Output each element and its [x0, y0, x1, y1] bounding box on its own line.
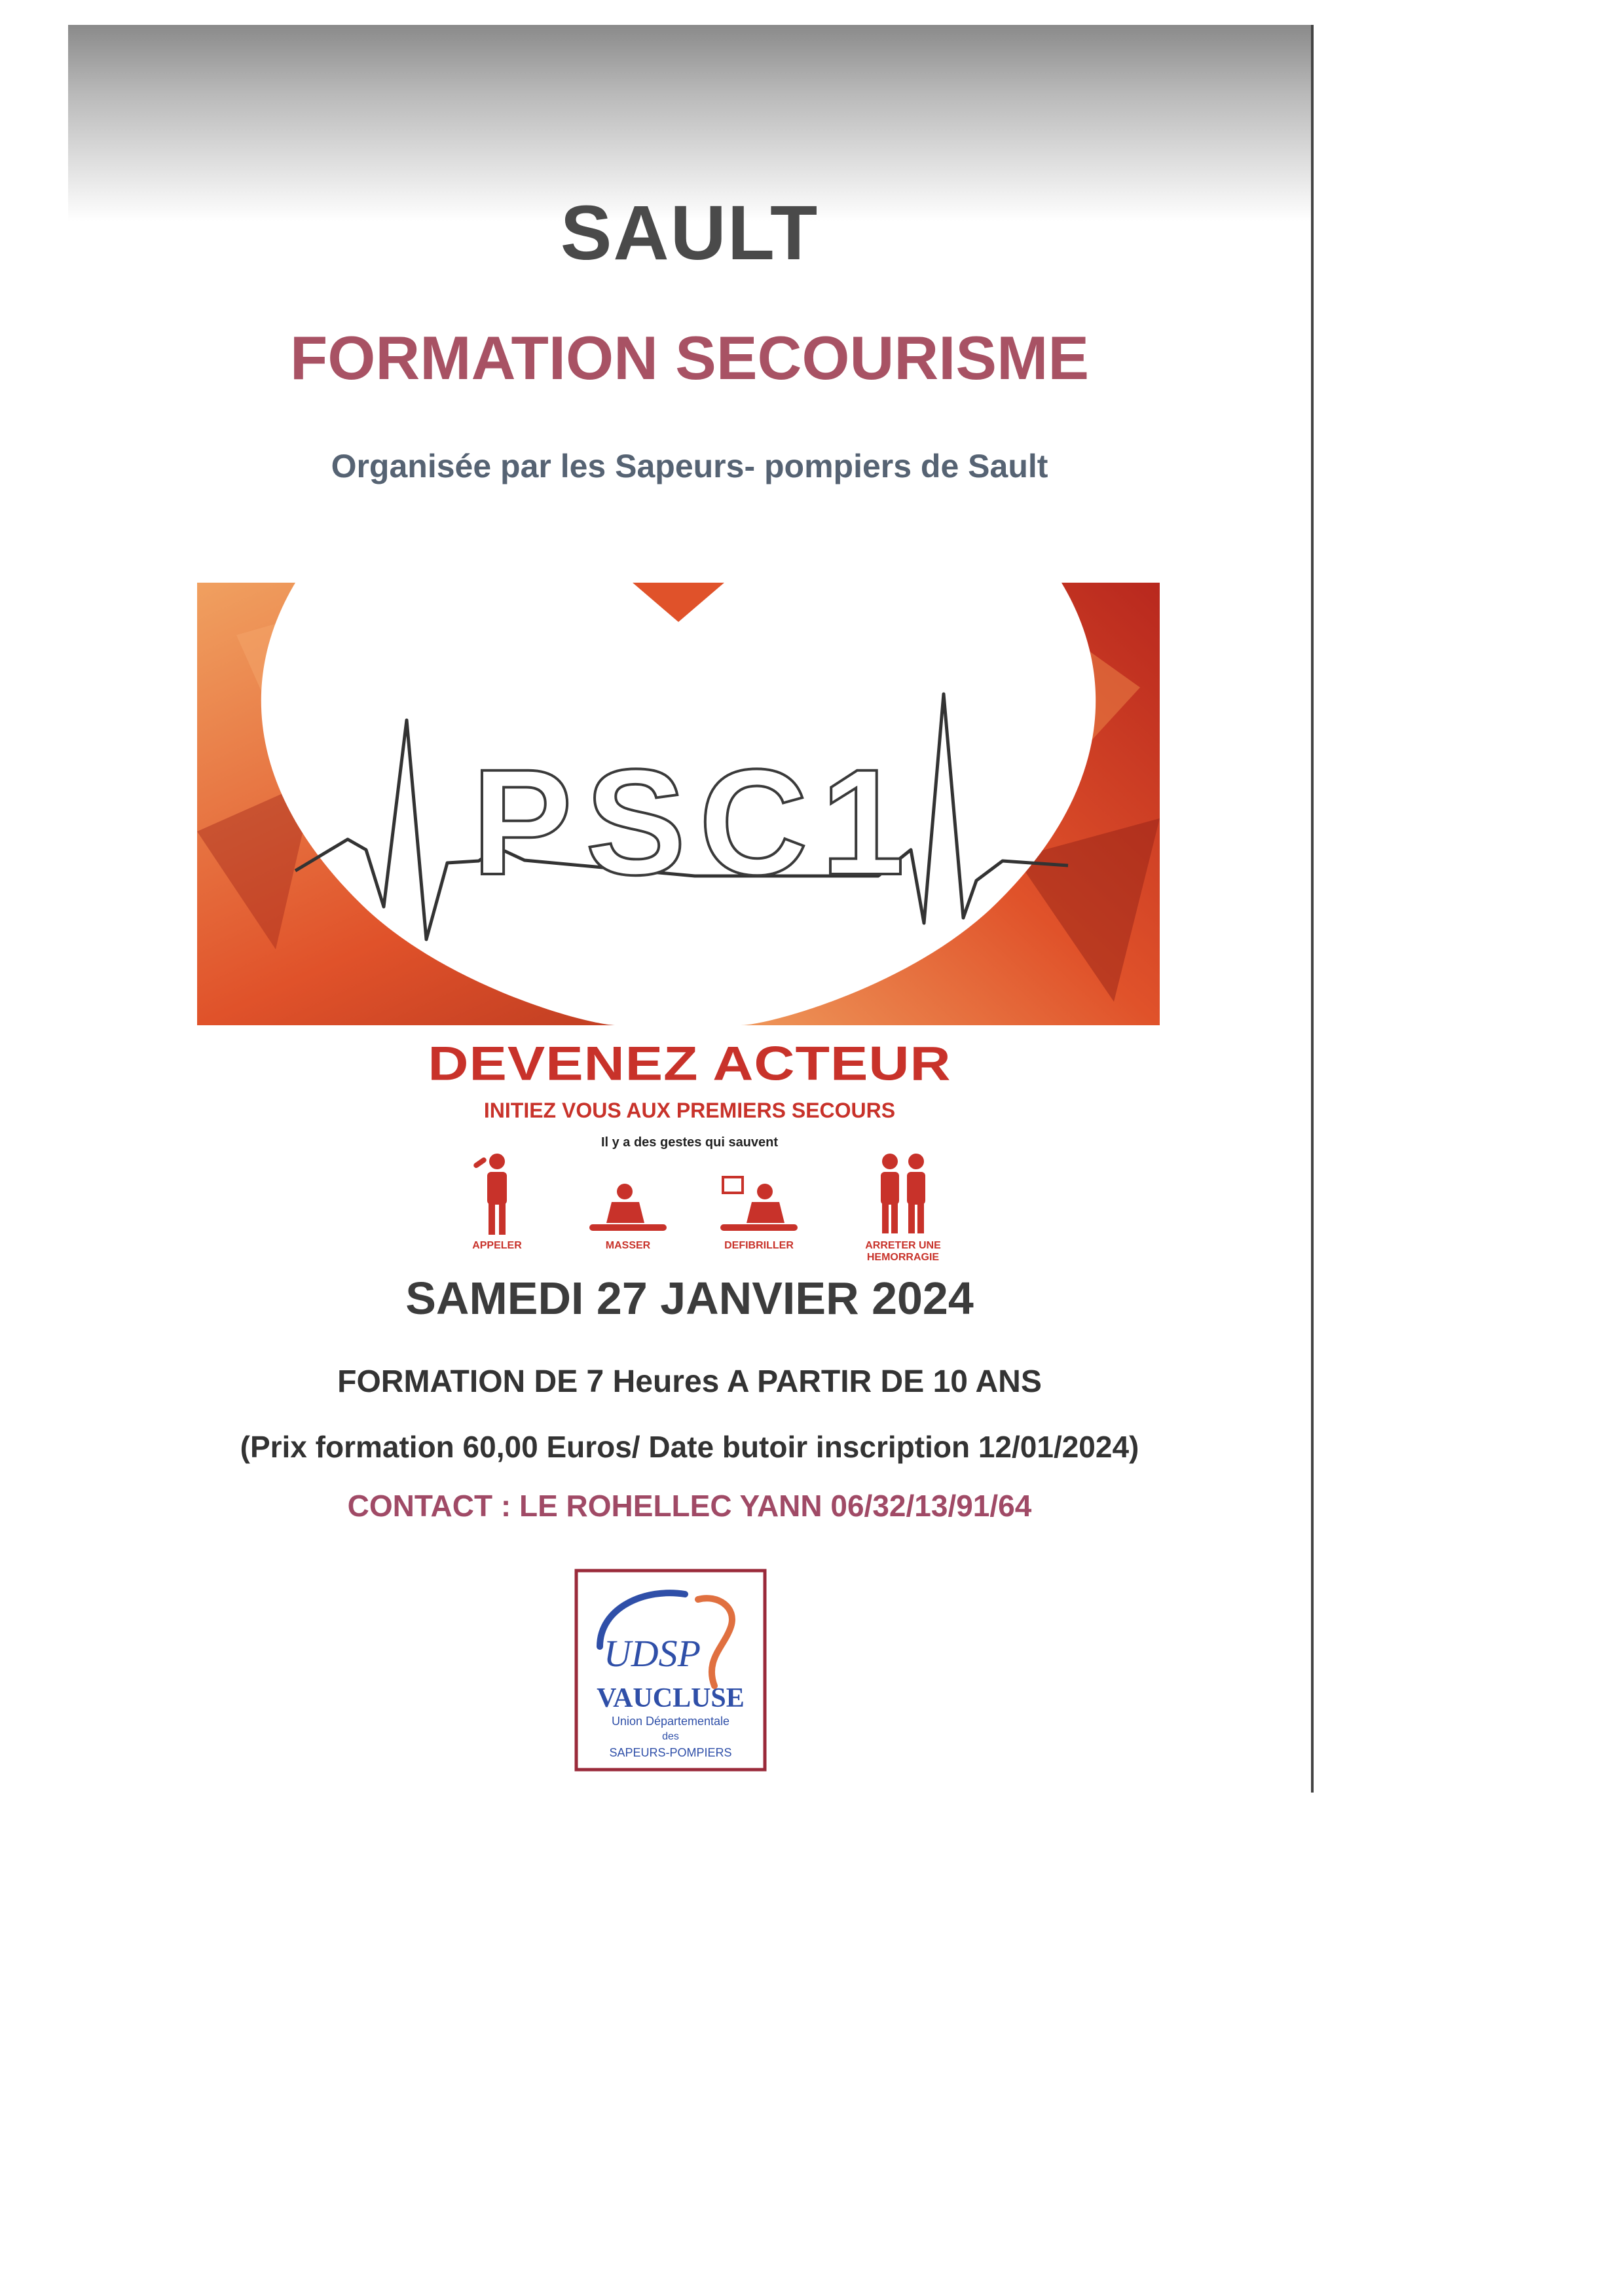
udsp-logo: [574, 1568, 767, 1772]
logo-line2: des: [662, 1731, 679, 1742]
campaign-subtitle: INITIEZ VOUS AUX PREMIERS SECOURS: [483, 1099, 896, 1122]
gesture-icons: [441, 1151, 965, 1262]
gesture-call: [441, 1151, 553, 1262]
gesture-massage: [572, 1151, 684, 1262]
gesture-label: MASSER: [605, 1240, 651, 1251]
logo-line1: Union Départementale: [611, 1715, 730, 1728]
cpr-massage-icon: [585, 1151, 671, 1236]
campaign-title: DEVENEZ ACTEUR: [428, 1037, 951, 1091]
gesture-bleeding: [847, 1151, 959, 1262]
logo-mark: UDSP: [603, 1632, 701, 1675]
psc1-label: PSC1: [471, 738, 918, 906]
organizer-line: Organisée par les Sapeurs- pompiers de Sault: [331, 448, 1048, 484]
logo-region: VAUCLUSE: [597, 1683, 745, 1713]
gesture-label: ARRETER UNE HEMORRAGIE: [865, 1240, 941, 1263]
logo-line3: SAPEURS-POMPIERS: [609, 1746, 732, 1759]
campaign-tagline: Il y a des gestes qui sauvent: [600, 1135, 779, 1150]
gesture-label: DEFIBRILLER: [724, 1240, 794, 1251]
page-edge: [1311, 25, 1314, 1793]
bleeding-stop-icon: [870, 1151, 936, 1236]
phone-person-icon: [468, 1151, 526, 1236]
gesture-label: APPELER: [472, 1240, 522, 1251]
training-details: FORMATION DE 7 Heures A PARTIR DE 10 ANS: [337, 1364, 1042, 1399]
psc1-banner: [197, 583, 1160, 1025]
event-date: SAMEDI 27 JANVIER 2024: [405, 1273, 974, 1324]
price-deadline: (Prix formation 60,00 Euros/ Date butoir inscription 12/01/2024): [240, 1430, 1139, 1464]
flyer-subtitle: FORMATION SECOURISME: [289, 323, 1090, 392]
flyer-title: SAULT: [560, 190, 819, 276]
contact-line: CONTACT : LE ROHELLEC YANN 06/32/13/91/64: [347, 1489, 1032, 1523]
gesture-defibrillate: [703, 1151, 815, 1262]
defibrillator-icon: [716, 1151, 802, 1236]
flyer-page: [68, 25, 1311, 1793]
